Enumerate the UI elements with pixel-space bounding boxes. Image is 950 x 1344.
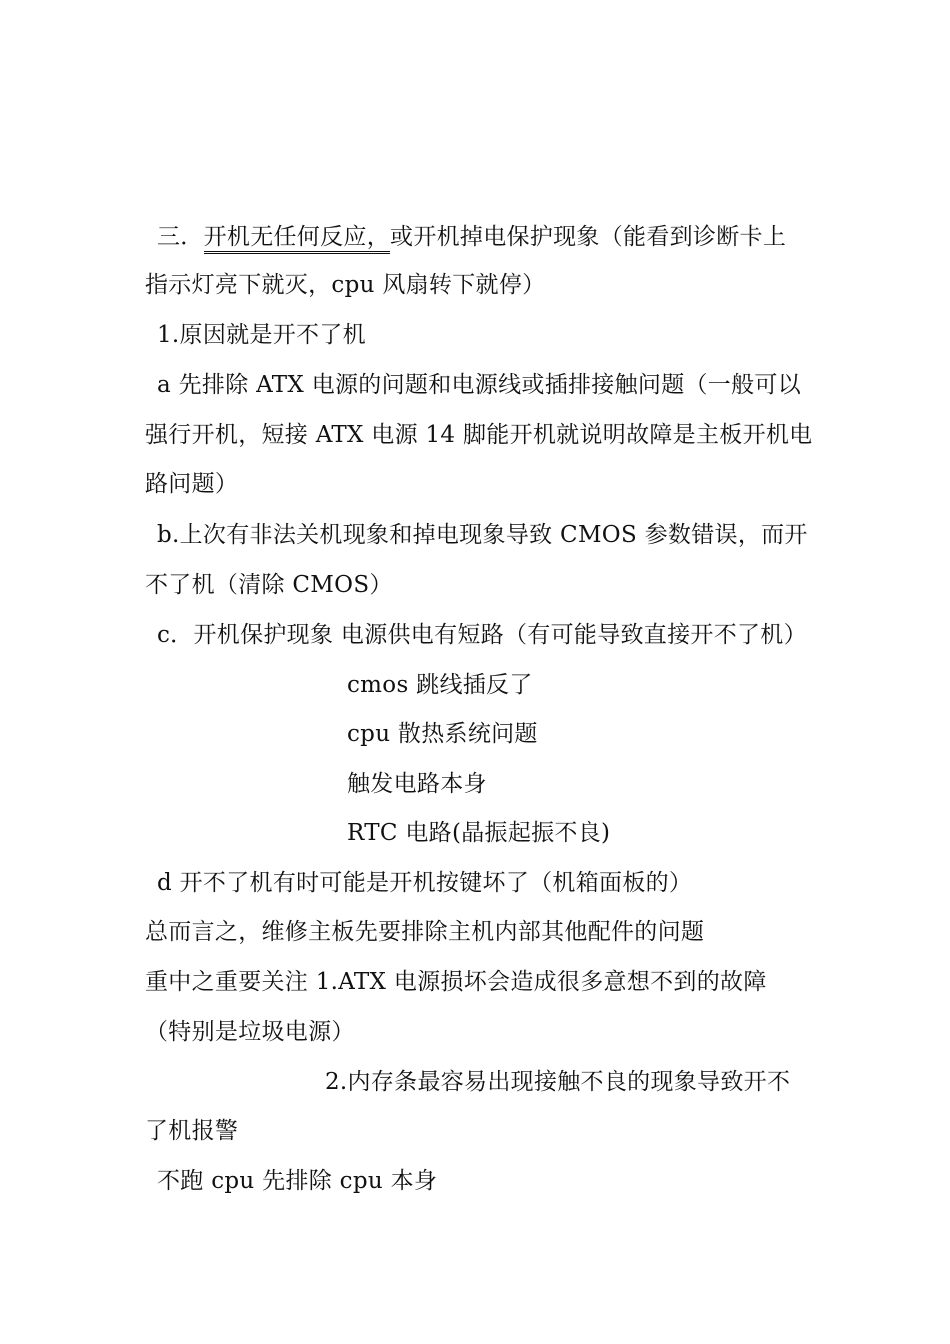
underlined-heading-text: 开机无任何反应， <box>204 224 390 254</box>
heading-text: 或开机掉电保护现象（能看到诊断卡上 <box>390 224 787 250</box>
item-c-line-1: c．开机保护现象 电源供电有短路（有可能导致直接开不了机） <box>157 622 807 648</box>
no-cpu-line: 不跑 cpu 先排除 cpu 本身 <box>157 1168 438 1194</box>
summary-line: 总而言之，维修主板先要排除主机内部其他配件的问题 <box>145 919 705 945</box>
item-c-sub-2: cpu 散热系统问题 <box>347 721 538 747</box>
focus-line-3: 2.内存条最容易出现接触不良的现象导致开不 <box>325 1069 791 1095</box>
section-heading <box>157 221 786 253</box>
focus-line-2: （特别是垃圾电源） <box>145 1019 355 1045</box>
heading-continuation: 指示灯亮下就灭，cpu 风扇转下就停） <box>145 272 546 298</box>
section-number: 三． <box>157 224 204 250</box>
item-b-line-2: 不了机（清除 CMOS） <box>145 572 393 598</box>
focus-line-1: 重中之重要关注 1.ATX 电源损坏会造成很多意想不到的故障 <box>145 969 767 995</box>
cause-line: 1.原因就是开不了机 <box>157 322 366 348</box>
item-c-sub-4: RTC 电路(晶振起振不良) <box>347 820 611 846</box>
item-a-line-2: 强行开机，短接 ATX 电源 14 脚能开机就说明故障是主板开机电 <box>145 422 813 448</box>
item-c-sub-1: cmos 跳线插反了 <box>347 672 533 698</box>
item-d-line: d 开不了机有时可能是开机按键坏了（机箱面板的） <box>157 870 693 896</box>
item-a-line-3: 路问题） <box>145 471 239 497</box>
item-a-line-1: a 先排除 ATX 电源的问题和电源线或插排接触问题（一般可以 <box>157 372 802 398</box>
item-b-line-1: b.上次有非法关机现象和掉电现象导致 CMOS 参数错误，而开 <box>157 522 808 548</box>
focus-line-4: 了机报警 <box>145 1118 239 1144</box>
item-c-sub-3: 触发电路本身 <box>347 771 487 797</box>
